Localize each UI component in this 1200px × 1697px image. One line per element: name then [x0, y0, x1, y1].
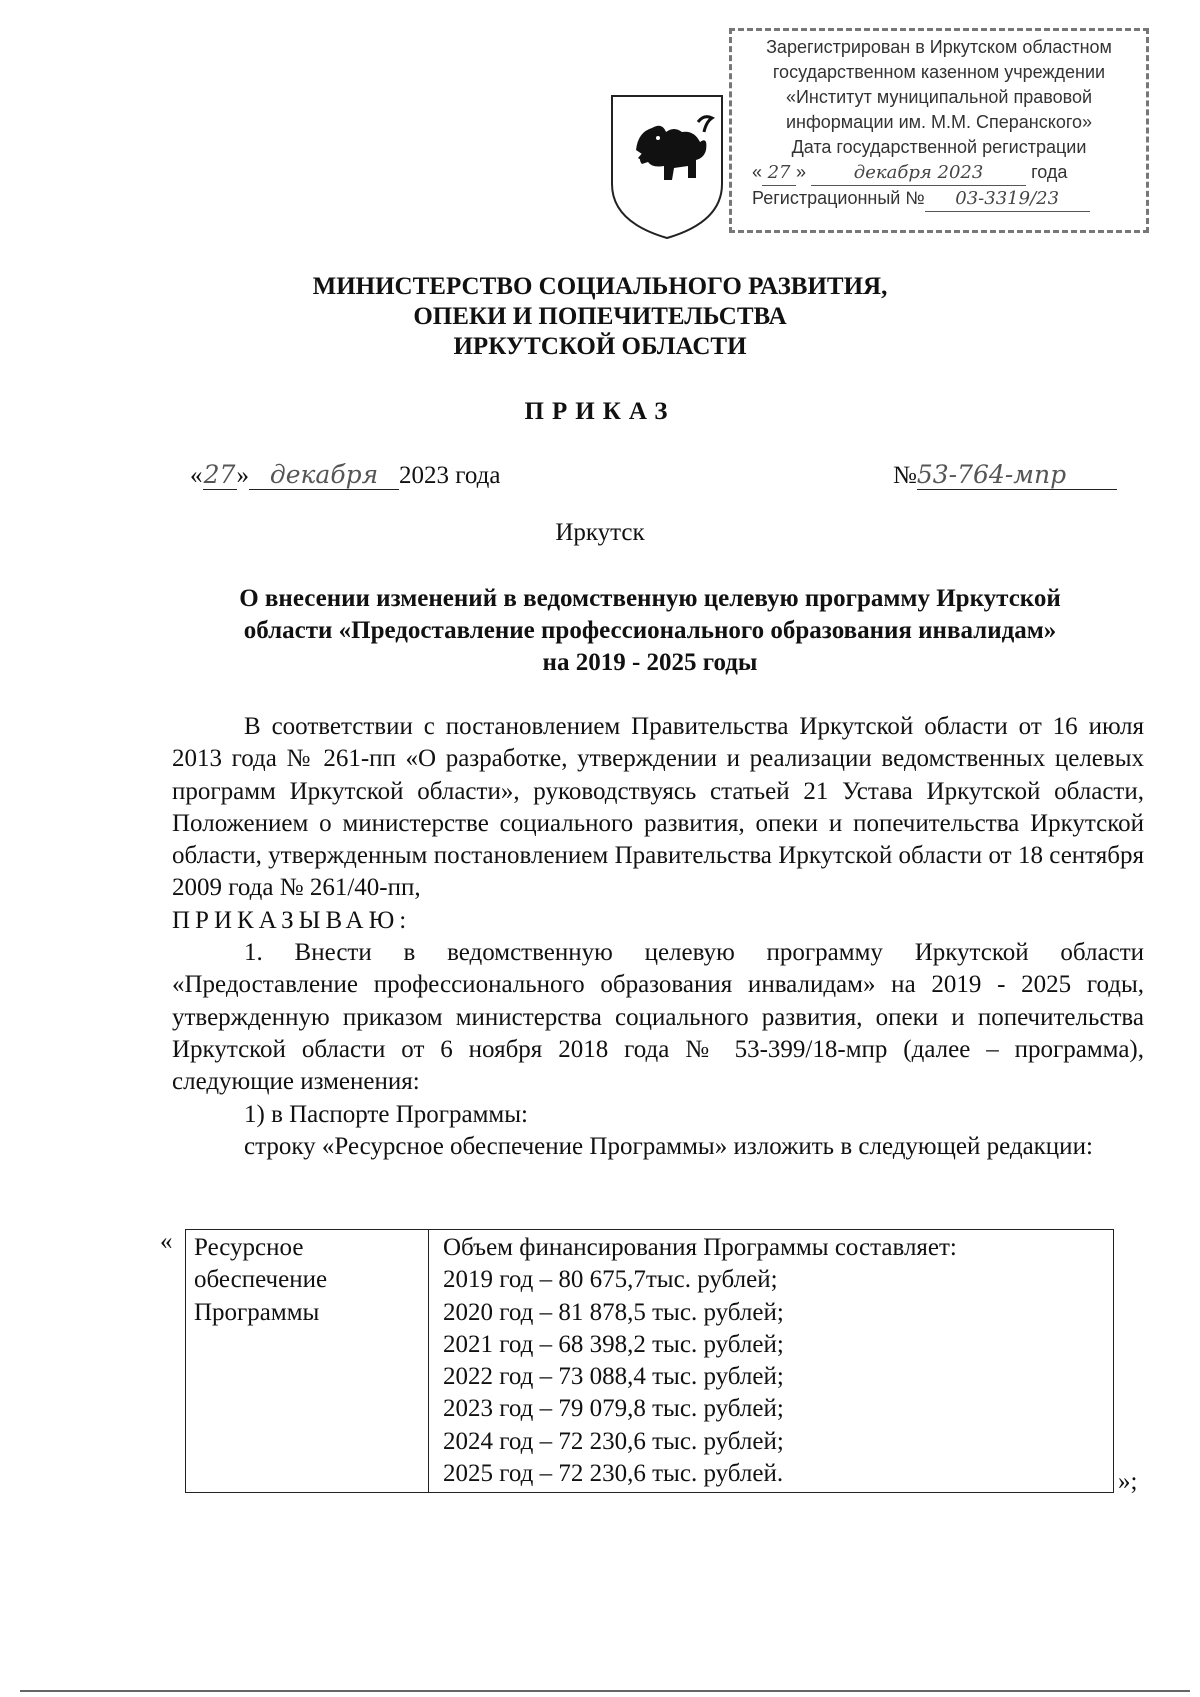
stamp-line: государственном казенном учреждении [772, 62, 1106, 82]
item-1-paragraph: 1. Внести в ведомственную целевую программу Иркутской области «Предоставление профессионального образования инвалидам» на 2019 - 2025 годы, утвержденную приказом министерства социального развития, опеки и попечительства Иркутской области от 6 ноября 2018 года № 53-399/18-мпр (далее – программа), следующие изменения: [172, 939, 1144, 1096]
stamp-line: Зарегистрирован в Иркутском областном [766, 37, 1112, 57]
ministry-name-line: ИРКУТСКОЙ ОБЛАСТИ [453, 333, 747, 360]
stamp-date-row [732, 160, 1146, 186]
table-close-quote: »; [1118, 1468, 1138, 1495]
order-body [172, 711, 1144, 1163]
value-line: 2023 год – 79 079,8 тыс. рублей; [443, 1395, 784, 1423]
preamble-paragraph: В соответствии с постановлением Правительства Иркутской области от 16 июля 2013 года № 261-пп «О разработке, утверждении и реализации ведомственных целевых программ Иркутской области», руководствуясь статьей 21 Устава Иркутской области, Положением о министерстве социального развития, опеки и попечительства Иркутской области, утвержденным постановлением Правительства Иркутской области от 18 сентября 2009 года № 261/40-пп, [172, 713, 1144, 902]
sub-item-paragraph: 1) в Паспорте Программы: [244, 1100, 528, 1128]
value-line: 2021 год – 68 398,2 тыс. рублей; [443, 1330, 784, 1358]
table-row [186, 1230, 1114, 1493]
value-line: 2019 год – 80 675,7тыс. рублей; [443, 1266, 778, 1294]
label-line: Программы [194, 1298, 320, 1326]
order-date [190, 460, 500, 490]
subject-line: области «Предоставление профессионального образования инвалидам» [243, 617, 1057, 644]
table-label-cell [186, 1230, 429, 1493]
order-month: декабря [249, 460, 399, 490]
registration-stamp [729, 28, 1149, 233]
table-open-quote: « [160, 1228, 173, 1255]
value-line: 2020 год – 81 878,5 тыс. рублей; [443, 1298, 784, 1326]
value-line: Объем финансирования Программы составляет: [443, 1234, 957, 1261]
label-line: обеспечение [194, 1266, 328, 1294]
stamp-quote: » [796, 162, 807, 182]
value-line: 2022 год – 73 088,4 тыс. рублей; [443, 1363, 784, 1391]
order-number-value: 53-764-мпр [917, 460, 1117, 490]
ministry-name-line: МИНИСТЕРСТВО СОЦИАЛЬНОГО РАЗВИТИЯ, [312, 273, 888, 300]
stamp-line: информации им. М.М. Сперанского» [785, 112, 1093, 132]
stamp-line: Дата государственной регистрации [791, 137, 1087, 157]
stamp-reg-number: 03-3319/23 [925, 186, 1090, 212]
stamp-date-suffix: года [1031, 162, 1068, 182]
stamp-quote: « [752, 162, 763, 182]
value-line: 2025 год – 72 230,6 тыс. рублей. [443, 1460, 784, 1488]
stamp-reg-label: Регистрационный № [752, 188, 925, 208]
city: Иркутск [555, 519, 645, 546]
order-subject [160, 583, 1140, 679]
instruction-paragraph: строку «Ресурсное обеспечение Программы» изложить в следующей редакции: [244, 1132, 1093, 1160]
order-number [893, 460, 1117, 490]
ministry-name-line: ОПЕКИ И ПОПЕЧИТЕЛЬСТВА [413, 303, 787, 330]
resource-table [185, 1229, 1114, 1493]
date-quote: « [190, 462, 203, 489]
coat-of-arms-icon [608, 92, 726, 242]
date-quote: » [236, 462, 249, 489]
stamp-date-day: 27 [762, 160, 796, 186]
subject-line: О внесении изменений в ведомственную целевую программу Иркутской [239, 585, 1061, 612]
value-line: 2024 год – 72 230,6 тыс. рублей; [443, 1427, 784, 1455]
stamp-line: «Институт муниципальной правовой [785, 87, 1093, 107]
page-bottom-rule [20, 1690, 1190, 1692]
order-day: 27 [203, 460, 236, 489]
table-value-cell [429, 1230, 1114, 1493]
order-number-label: № [893, 462, 917, 489]
stamp-date-month: декабря 2023 [811, 160, 1026, 186]
order-title: ПРИКАЗ [524, 398, 676, 425]
subject-line: на 2019 - 2025 годы [542, 649, 758, 676]
decree-word: ПРИКАЗЫВАЮ: [172, 906, 412, 934]
order-year: 2023 года [399, 462, 501, 489]
label-line: Ресурсное [194, 1234, 304, 1261]
stamp-reg-row [732, 186, 1146, 212]
